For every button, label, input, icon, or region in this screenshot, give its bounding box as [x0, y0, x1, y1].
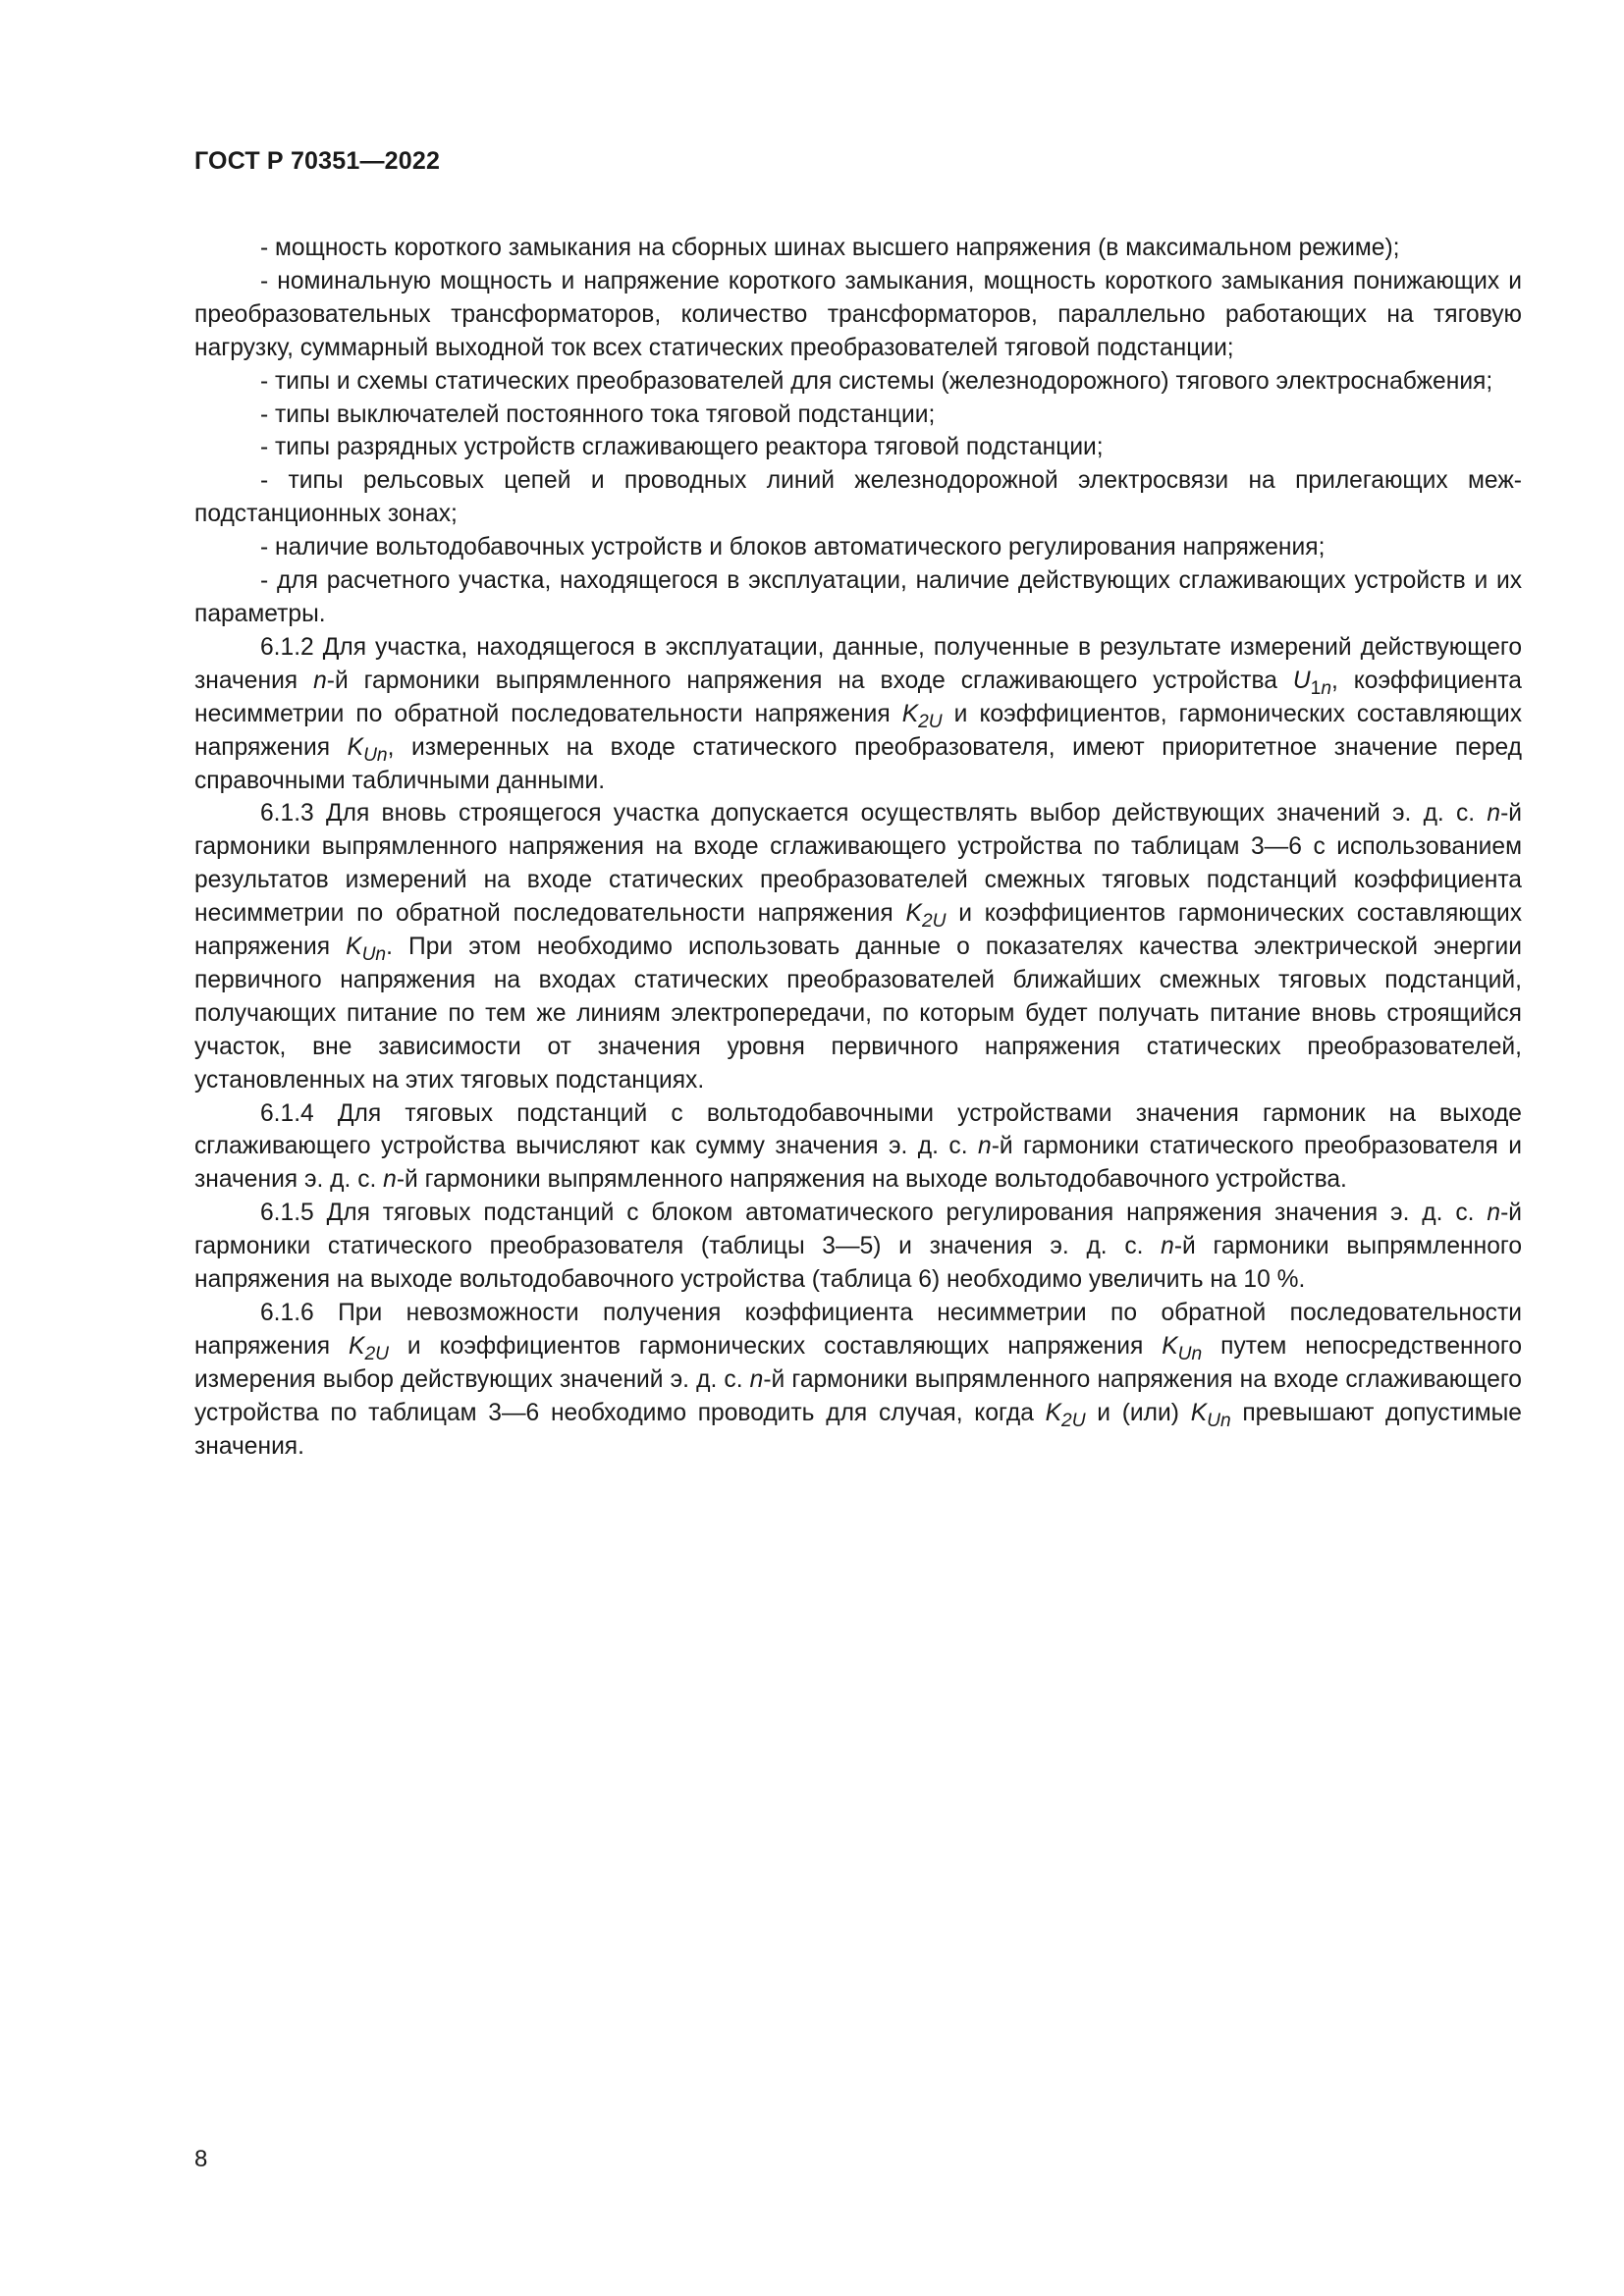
text-run: -й гармоники выпрямленного напряжения на входе сглаживающего устройства по таблицам 3—6 необходимо проводить для случая, когда — [194, 1365, 1522, 1426]
symbol-n: n — [1487, 800, 1501, 828]
symbol-k: K — [1190, 1399, 1208, 1426]
symbol-k: K — [346, 934, 362, 961]
text-run: и коэффициентов, гармонических составляющих напряжения — [194, 700, 1522, 761]
text-run: -й гармоники выпрямленного напряжения на выходе вольтодобавочного устройства (таблица 6) необходимо увеличить на 10 %. — [194, 1233, 1523, 1294]
subscript-n: n — [1321, 677, 1331, 699]
subscript-un: Un — [363, 744, 388, 766]
text-run: , измеренных на входе статического преобразователя, имеют приоритетное значение перед справочными табличными данными. — [194, 733, 1522, 794]
text-run: путем непосредственного измерения выбор действующих значений э. д. с. — [194, 1332, 1522, 1393]
subscript-un: Un — [1177, 1344, 1203, 1365]
subscript-un: Un — [1207, 1410, 1231, 1431]
subscript-2u: 2U — [364, 1344, 389, 1365]
symbol-k: K — [349, 1332, 365, 1360]
list-item: - типы рельсовых цепей и проводных линий железнодорожной электросвязи на прилегающих межподстанционных зонах; — [194, 467, 1522, 528]
text-run: 6.1.5 Для тяговых подстанций с блоком автоматического регулирования напряжения значения э. д. с. — [260, 1200, 1488, 1227]
text-run: превышают допустимые значения. — [194, 1399, 1522, 1460]
paragraph-6-1-2 — [194, 631, 1522, 798]
list-item: - мощность короткого замыкания на сборных шинах высшего напряжения (в максимальном режиме); — [260, 235, 1400, 261]
list-item: - типы разрядных устройств сглаживающего реактора тяговой подстанции; — [260, 434, 1104, 461]
subscript-un: Un — [361, 944, 387, 966]
text-run: и коэффициентов гармонических составляющих напряжения — [388, 1332, 1163, 1360]
symbol-n: n — [749, 1365, 764, 1393]
text-run: -й гармоники выпрямленного напряжения на входе сглаживающего устройства по таблицам 3—6 с использованием результатов измерений на входе статических преобразователей смежных тяговых подстанций коэффициента несимметрии по обратной последовательности напряжения — [194, 800, 1522, 928]
symbol-k: K — [901, 700, 919, 727]
paragraph-6-1-6 — [194, 1297, 1522, 1464]
symbol-n: n — [383, 1166, 397, 1194]
subscript-2u: 2U — [921, 911, 947, 933]
symbol-k: K — [1162, 1332, 1178, 1360]
subscript-2u: 2U — [1061, 1410, 1086, 1431]
text-run: . При этом необходимо использовать данные о показателях качества электрической энергии первичного напряжения на входах статических преобразователей ближайших смежных тяговых подстанций, получающих питание по тем же линиям электропередачи, по которым будет получать питание вновь строящийся участок, вне зависимости от значения уровня первичного напряжения статических преобразователей, установленных на этих тяговых подстанциях. — [194, 934, 1522, 1094]
paragraph-6-1-3 — [194, 797, 1522, 1096]
list-item: - номинальную мощность и напряжение короткого замыкания, мощность короткого замыкания понижающих и преобразовательных трансформаторов, количество трансформаторов, параллельно работающих на тяговую нагрузку, суммарный выходной ток всех статических преобразователей тяговой подстанции; — [194, 267, 1522, 361]
text-run: -й гармоники выпрямленного напряжения на входе сглаживающего устройства — [326, 667, 1293, 694]
symbol-k: K — [1045, 1399, 1062, 1426]
list-item: - для расчетного участка, находящегося в эксплуатации, наличие действующих сглаживающих устройств и их параметры. — [194, 567, 1522, 627]
subscript-2u: 2U — [918, 711, 943, 732]
paragraph-6-1-5 — [194, 1197, 1522, 1297]
list-item: - типы и схемы статических преобразователей для системы (железнодорожного) тягового электроснабжения; — [260, 367, 1493, 395]
text-run: -й гармоники статического преобразователя (таблицы 3—5) и значения э. д. с. — [194, 1200, 1522, 1260]
list-item: - типы выключателей постоянного тока тяговой подстанции; — [260, 400, 936, 428]
text-run: -й гармоники статического преобразователя и значения э. д. с. — [194, 1133, 1522, 1194]
symbol-n: n — [1161, 1233, 1174, 1260]
symbol-n: n — [1487, 1200, 1501, 1227]
text-run: и коэффициентов гармонических составляющих напряжения — [194, 900, 1522, 961]
text-run: -й гармоники выпрямленного напряжения на выходе вольтодобавочного устройства. — [396, 1166, 1347, 1194]
symbol-u: U — [1292, 667, 1311, 694]
text-run: 6.1.4 Для тяговых подстанций с вольтодобавочными устройствами значения гармоник на выходе сглаживающего устройства вычисляют как сумму значения э. д. с. — [194, 1099, 1522, 1160]
symbol-k: K — [347, 733, 364, 761]
symbol-n: n — [313, 667, 327, 694]
body-text — [194, 232, 1522, 1464]
list-item: - наличие вольтодобавочных устройств и блоков автоматического регулирования напряжения; — [260, 534, 1326, 561]
page-number: 8 — [194, 2146, 208, 2172]
symbol-n: n — [978, 1133, 992, 1160]
paragraph-6-1-4 — [194, 1097, 1522, 1198]
text-run: и (или) — [1085, 1399, 1191, 1426]
text-run: 6.1.3 Для вновь строящегося участка допускается осуществлять выбор действующих значений э. д. с. — [260, 800, 1488, 828]
text-run: , коэффициента несимметрии по обратной последовательности напряжения — [194, 667, 1522, 727]
subscript-1: 1 — [1310, 677, 1322, 699]
document-header: ГОСТ Р 70351—2022 — [194, 147, 441, 175]
text-run: 6.1.6 При невозможности получения коэффициента несимметрии по обратной последовательности напряжения — [194, 1300, 1522, 1360]
text-run: 6.1.2 Для участка, находящегося в эксплуатации, данные, полученные в результате измерений действующего значения — [194, 633, 1522, 694]
symbol-k: K — [905, 900, 922, 928]
